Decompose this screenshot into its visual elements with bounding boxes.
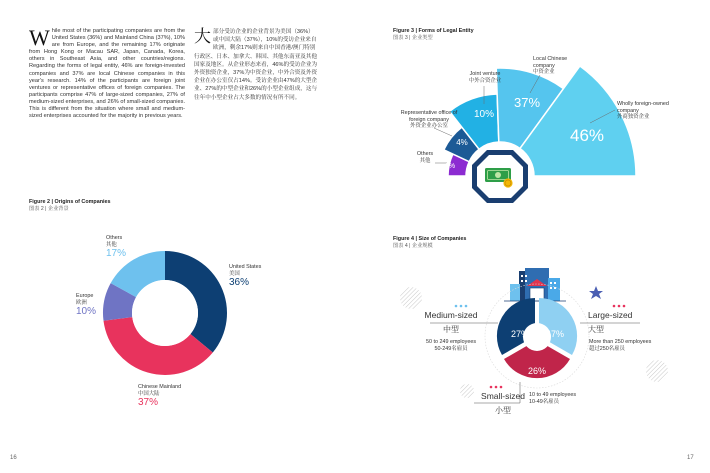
label-cn: 其他 bbox=[106, 241, 117, 248]
label-en: United States bbox=[229, 264, 262, 270]
value-others: 17% bbox=[106, 248, 127, 260]
medium-label-en: Medium-sized bbox=[424, 310, 478, 320]
small-desc-en: 10 to 49 employees bbox=[529, 392, 577, 398]
intro-cn-text: 部分受访企业的企业背景为美国（36%）或中国大陆（37%），10%的受访企业来自欧洲，剩余17%则来自中国香港/澳门特别行政区、日本、加拿大、韩国、其他东南亚及其他国家及地区。从企业形态来看，46%的受访企业为外资独资企业，37%为中资企业，中外合资及外资企业在办公室仅占14%。受访企业由47%的大型企业、27%的中型企业和26%的小型企业组成，这与往年中小型企业占大多数的情况有所不同。 bbox=[194, 29, 318, 101]
label-en: Chinese Mainland bbox=[138, 384, 182, 390]
figure2-header bbox=[29, 199, 169, 212]
label-en: Europe bbox=[76, 293, 94, 299]
figure3-label-others bbox=[410, 151, 440, 164]
dots-medium bbox=[455, 305, 468, 308]
label-cn: 其他 bbox=[419, 157, 431, 164]
figure4-header bbox=[393, 236, 533, 249]
figure3-label-wholly-foreign bbox=[617, 101, 683, 121]
label-en: Wholly foreign-owned company bbox=[617, 101, 669, 114]
figure3-value-others: 3% bbox=[444, 163, 456, 170]
small-label-cn: 小型 bbox=[495, 406, 511, 415]
figure2-label-chinese-mainland bbox=[138, 384, 208, 408]
intro-chinese-paragraph bbox=[194, 28, 319, 102]
label-cn: 中国大陆 bbox=[138, 390, 160, 397]
figure3-value-wholly-foreign: 46% bbox=[569, 126, 605, 145]
value-us: 36% bbox=[229, 277, 250, 289]
small-desc-cn: 10-49名雇员 bbox=[529, 398, 559, 405]
large-desc-cn: 超过250名雇员 bbox=[589, 345, 625, 352]
figure4-large-desc bbox=[589, 339, 699, 352]
star-icon bbox=[589, 286, 603, 299]
large-label-en: Large-sized bbox=[588, 310, 633, 320]
figure2-donut-chart bbox=[95, 240, 235, 390]
figure3-value-local-chinese: 37% bbox=[513, 95, 541, 110]
dots-large bbox=[613, 305, 626, 308]
intro-dropcap-cn: 大 bbox=[194, 27, 211, 47]
figure3-title: Figure 3 | Forms of Legal Entity bbox=[393, 28, 474, 34]
label-cn: 外资企业办公室 bbox=[410, 123, 448, 130]
value-chinese-mainland: 37% bbox=[138, 397, 159, 409]
value-large: 47% bbox=[545, 329, 565, 339]
figure4-large-title bbox=[588, 310, 662, 335]
value-europe: 10% bbox=[76, 306, 97, 318]
label-cn: 外商独资企业 bbox=[617, 114, 650, 121]
figure2-subtitle: 图表 2 | 企业背景 bbox=[29, 206, 69, 212]
figure3-value-rep-office: 4% bbox=[456, 138, 468, 147]
figure3-label-local-chinese bbox=[533, 56, 581, 76]
page-number-right: 17 bbox=[687, 455, 694, 461]
hatch-circle-right bbox=[646, 360, 668, 382]
label-cn: 欧洲 bbox=[76, 299, 87, 306]
intro-dropcap-en: W bbox=[29, 25, 50, 50]
figure4-medium-desc bbox=[406, 339, 496, 352]
medium-label-cn: 中型 bbox=[443, 325, 459, 334]
page-number-left: 16 bbox=[10, 455, 17, 461]
figure2-label-others bbox=[106, 235, 146, 259]
medium-desc-cn: 50-249名雇员 bbox=[434, 345, 468, 352]
figure4-title: Figure 4 | Size of Companies bbox=[393, 236, 467, 242]
figure3-value-joint-venture: 10% bbox=[473, 109, 495, 120]
medium-desc-en: 50 to 249 employees bbox=[425, 339, 477, 345]
figure3-label-rep-office bbox=[395, 110, 463, 130]
figure3-label-joint-venture bbox=[460, 71, 510, 84]
label-cn: 美国 bbox=[229, 270, 240, 277]
city-buildings-icon bbox=[504, 268, 566, 301]
label-en: Joint venture bbox=[469, 71, 501, 77]
hatch-circle-bottom bbox=[460, 384, 474, 398]
figure4-subtitle: 图表 4 | 企业规模 bbox=[393, 243, 433, 249]
figure4-medium-title bbox=[414, 310, 488, 335]
figure2-title: Figure 2 | Origins of Companies bbox=[29, 199, 111, 205]
label-cn: 中外合资企业 bbox=[468, 77, 502, 84]
label-en: Local Chinese company bbox=[533, 56, 568, 69]
hatch-circle-left bbox=[400, 287, 422, 309]
label-en: Others bbox=[106, 235, 123, 241]
figure2-label-europe bbox=[76, 293, 106, 317]
label-en: Others bbox=[416, 151, 434, 157]
figure4-small-desc bbox=[529, 392, 609, 405]
figure4-small-title bbox=[473, 391, 533, 416]
label-en: Representative office of foreign company bbox=[400, 110, 458, 123]
value-medium: 27% bbox=[510, 329, 530, 339]
large-desc-en: More than 250 employees bbox=[589, 339, 652, 345]
value-small: 26% bbox=[527, 366, 547, 376]
figure3-subtitle: 图表 3 | 企业类型 bbox=[393, 35, 433, 41]
intro-english-paragraph bbox=[29, 25, 185, 120]
large-label-cn: 大型 bbox=[588, 325, 604, 334]
dots-small bbox=[490, 386, 503, 389]
small-label-en: Small-sized bbox=[481, 391, 525, 401]
label-cn: 中资企业 bbox=[533, 69, 555, 76]
intro-en-text: hile most of the participating companies are from the United States (36%) and Mainland China (37%), 10% are from Europe, and the remaining 17% originate from Hong Kong or Macau SAR, Japan, Canada, Korea, others in Southeast Asia, and other countries/regions. Regarding the forms of legal entity, 46% are foreign-invested companies and 37% are local Chinese companies in this year's research. 14% of the participants are foreign joint ventures or representative offices of foreign companies. The participants comprise 47% of large-sized companies, 27% of medium-sized enterprises, and 26% of small-sized companies. This is different from the situation where small and medium-sized enterprises accounted for the majority in previous years. bbox=[29, 28, 185, 120]
donut-hole bbox=[132, 280, 198, 346]
figure2-label-us bbox=[229, 264, 289, 288]
